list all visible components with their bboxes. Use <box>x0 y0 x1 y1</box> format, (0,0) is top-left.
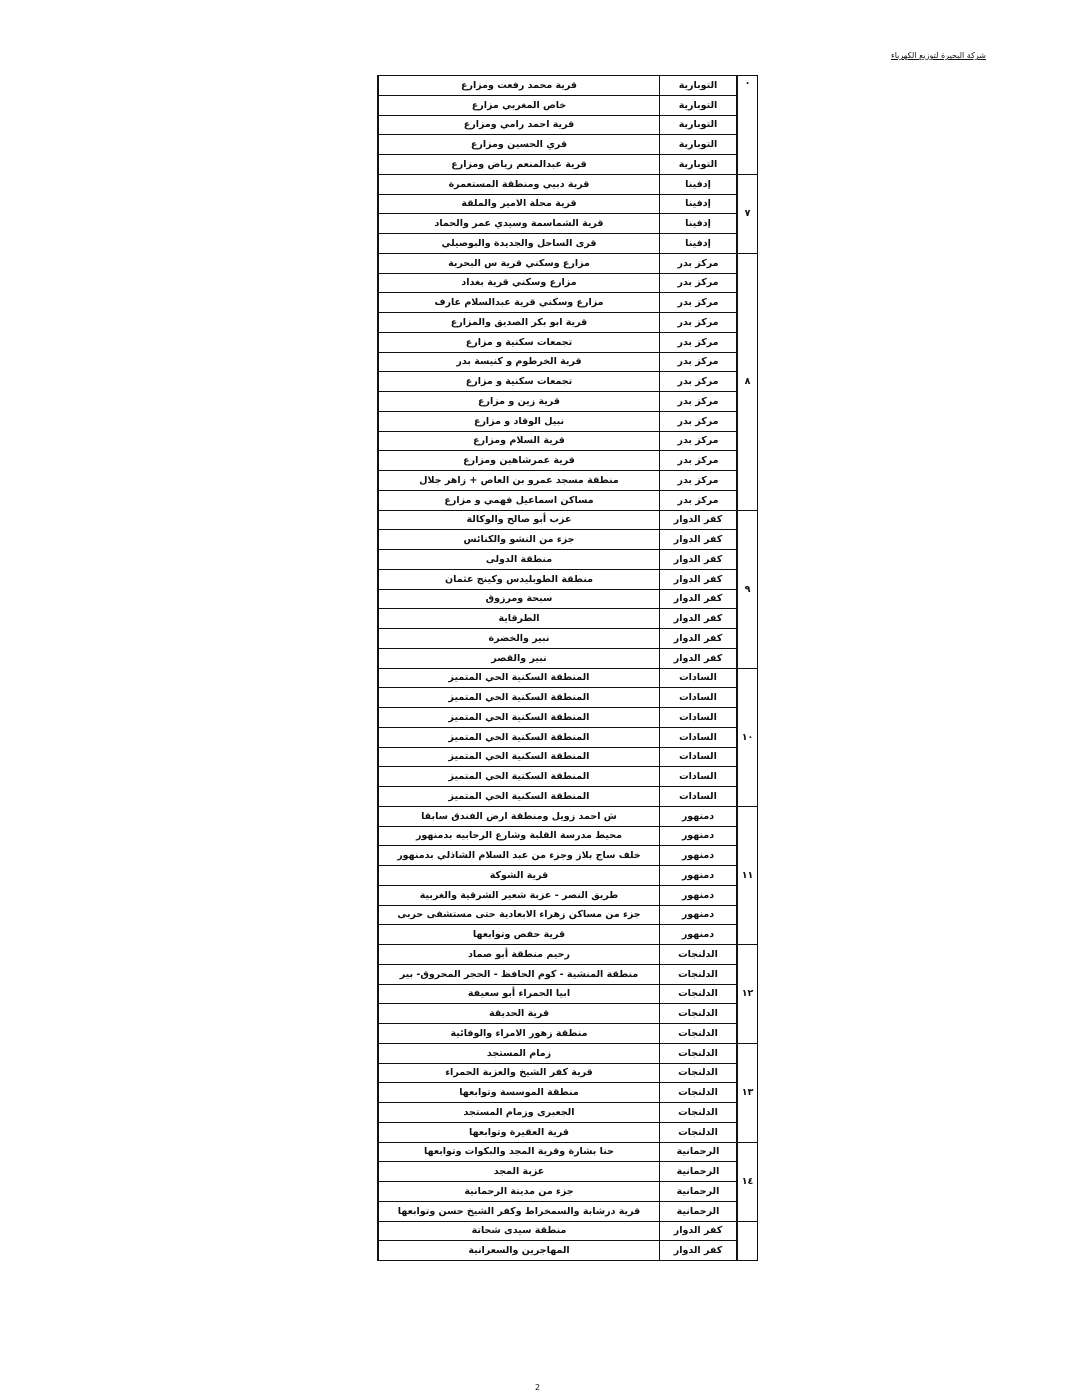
group-number: ١١ <box>737 806 758 944</box>
district-cell: الرحمانية <box>660 1162 738 1182</box>
table-row <box>378 1142 758 1162</box>
area-cell: المنطقة السكنية الحي المتميز <box>378 708 660 728</box>
table-row <box>378 866 758 886</box>
table-row <box>378 945 758 965</box>
area-cell: قرية الخرطوم و كنيسة بدر <box>378 352 660 372</box>
district-cell: الدلنجات <box>660 1103 738 1123</box>
district-cell: دمنهور <box>660 905 738 925</box>
area-cell: تجمعات سكنية و مزارع <box>378 372 660 392</box>
area-cell: قرية محمد رفعت ومزارع <box>378 76 660 96</box>
area-cell: قرية العقيرة وتوابعها <box>378 1122 660 1142</box>
table-row <box>378 708 758 728</box>
table-row <box>378 1122 758 1142</box>
area-cell: سبحة ومرزوق <box>378 589 660 609</box>
district-cell: كفر الدوار <box>660 1241 738 1261</box>
table-row <box>378 648 758 668</box>
district-cell: السادات <box>660 787 738 807</box>
table-row <box>378 550 758 570</box>
group-number <box>737 1221 758 1261</box>
table-row <box>378 234 758 254</box>
table-row <box>378 767 758 787</box>
table-row <box>378 846 758 866</box>
district-cell: الدلنجات <box>660 1063 738 1083</box>
table-row <box>378 1221 758 1241</box>
area-cell: المنطقة السكنية الحي المتميز <box>378 767 660 787</box>
area-cell: محيط مدرسة القلبة وشارع الرحابيه بدمنهور <box>378 826 660 846</box>
district-cell: مركز بدر <box>660 490 738 510</box>
table-row <box>378 194 758 214</box>
area-cell: منطقة مسجد عمرو بن العاص + زاهر جلال <box>378 471 660 491</box>
district-cell: إدفينا <box>660 174 738 194</box>
table-row <box>378 313 758 333</box>
table-row <box>378 174 758 194</box>
area-cell: قرية كفر الشيخ والعزبة الحمراء <box>378 1063 660 1083</box>
district-cell: كفر الدوار <box>660 569 738 589</box>
page-number: 2 <box>535 1383 541 1392</box>
table-row <box>378 984 758 1004</box>
area-cell: الجعبرى وزمام المستجد <box>378 1103 660 1123</box>
district-cell: الرحمانية <box>660 1142 738 1162</box>
table-row <box>378 787 758 807</box>
area-cell: جزء من مدينة الرحمانية <box>378 1182 660 1202</box>
table-row <box>378 629 758 649</box>
area-cell: خاص المغربي مزارع <box>378 95 660 115</box>
area-cell: الطرقاية <box>378 609 660 629</box>
district-cell: إدفينا <box>660 214 738 234</box>
district-cell: مركز بدر <box>660 471 738 491</box>
table-row <box>378 925 758 945</box>
area-cell: عزبة المجد <box>378 1162 660 1182</box>
table-row <box>378 135 758 155</box>
district-cell: مركز بدر <box>660 293 738 313</box>
district-cell: التوبارية <box>660 135 738 155</box>
district-cell: مركز بدر <box>660 313 738 333</box>
district-cell: إدفينا <box>660 234 738 254</box>
area-cell: منطقة سيدى شحاتة <box>378 1221 660 1241</box>
area-cell: قرية ابو بكر الصديق والمزارع <box>378 313 660 333</box>
district-cell: الدلنجات <box>660 1043 738 1063</box>
district-cell: التوبارية <box>660 76 738 96</box>
group-number: ١٠ <box>737 668 758 806</box>
district-cell: التوبارية <box>660 155 738 175</box>
area-cell: المنطقة السكنية الحي المتميز <box>378 747 660 767</box>
table-row <box>378 727 758 747</box>
table-row <box>378 806 758 826</box>
district-cell: الدلنجات <box>660 964 738 984</box>
district-cell: كفر الدوار <box>660 629 738 649</box>
group-number: . <box>737 76 758 175</box>
table-row <box>378 490 758 510</box>
area-cell: مساكن اسماعيل فهمي و مزارع <box>378 490 660 510</box>
group-number: ٧ <box>737 174 758 253</box>
table-row <box>378 273 758 293</box>
table-row <box>378 332 758 352</box>
table-row <box>378 964 758 984</box>
table-row <box>378 885 758 905</box>
table-row <box>378 1004 758 1024</box>
area-cell: منطقة زهور الامراء والوفائية <box>378 1024 660 1044</box>
table-row <box>378 905 758 925</box>
table-row <box>378 76 758 96</box>
table-row <box>378 1043 758 1063</box>
table-row <box>378 1083 758 1103</box>
table-row <box>378 253 758 273</box>
table-row <box>378 569 758 589</box>
district-cell: الرحمانية <box>660 1182 738 1202</box>
area-cell: حنا بشارة وقرية المجد والبكوات وتوابعها <box>378 1142 660 1162</box>
district-cell: الدلنجات <box>660 984 738 1004</box>
district-cell: إدفينا <box>660 194 738 214</box>
table-row <box>378 1241 758 1261</box>
area-cell: مزارع وسكني قرية بغداد <box>378 273 660 293</box>
group-number: ٨ <box>737 253 758 510</box>
area-cell: قرية الشماسمة وسيدي عمر والحماد <box>378 214 660 234</box>
area-cell: قرية السلام ومزارع <box>378 431 660 451</box>
district-cell: دمنهور <box>660 806 738 826</box>
area-cell: خلف ساج بلاز وجزء من عبد السلام الشاذلي بدمنهور <box>378 846 660 866</box>
table-row <box>378 115 758 135</box>
district-cell: دمنهور <box>660 866 738 886</box>
table-row <box>378 1162 758 1182</box>
table-row <box>378 1024 758 1044</box>
table-row <box>378 411 758 431</box>
district-cell: مركز بدر <box>660 352 738 372</box>
area-cell: عزب أبو صالح والوكالة <box>378 510 660 530</box>
area-cell: قرية الحديقة <box>378 1004 660 1024</box>
district-cell: الدلنجات <box>660 1122 738 1142</box>
area-cell: قري الحسين ومزارع <box>378 135 660 155</box>
district-cell: كفر الدوار <box>660 1221 738 1241</box>
area-cell: جزء من النشو والكنائس <box>378 530 660 550</box>
district-cell: السادات <box>660 668 738 688</box>
district-cell: مركز بدر <box>660 392 738 412</box>
area-cell: المنطقة السكنية الحي المتميز <box>378 727 660 747</box>
table-row <box>378 510 758 530</box>
table-row <box>378 451 758 471</box>
company-header: شركة البحيرة لتوزيع الكهرباء <box>890 51 986 60</box>
area-cell: منطقة الموسسة وتوابعها <box>378 1083 660 1103</box>
table-row <box>378 471 758 491</box>
table-row <box>378 826 758 846</box>
area-cell: المنطقة السكنية الحي المتميز <box>378 688 660 708</box>
table-row <box>378 609 758 629</box>
table-row <box>378 392 758 412</box>
district-cell: الدلنجات <box>660 1004 738 1024</box>
area-cell: قرى الساحل والجديدة والبوصيلي <box>378 234 660 254</box>
district-cell: مركز بدر <box>660 273 738 293</box>
area-cell: منطقة الطوبليدس وكينج عثمان <box>378 569 660 589</box>
area-cell: قرية حفص وتوابعها <box>378 925 660 945</box>
area-cell: قرية دبيي ومنطقة المستعمرة <box>378 174 660 194</box>
table-row <box>378 1103 758 1123</box>
district-cell: دمنهور <box>660 925 738 945</box>
district-cell: السادات <box>660 727 738 747</box>
district-cell: كفر الدوار <box>660 589 738 609</box>
area-cell: قرية درشابة والسمخراط وكفر الشيخ حسن وتوابعها <box>378 1201 660 1221</box>
table-row <box>378 431 758 451</box>
group-number: ١٣ <box>737 1043 758 1142</box>
district-cell: مركز بدر <box>660 253 738 273</box>
district-cell: الرحمانية <box>660 1201 738 1221</box>
table-row <box>378 293 758 313</box>
area-cell: قرية عمرشاهين ومزارع <box>378 451 660 471</box>
table-row <box>378 1063 758 1083</box>
district-cell: مركز بدر <box>660 372 738 392</box>
area-cell: المهاجرين والسعرانية <box>378 1241 660 1261</box>
area-cell: قرية الشوكة <box>378 866 660 886</box>
area-cell: تجمعات سكنية و مزارع <box>378 332 660 352</box>
district-cell: التوبارية <box>660 95 738 115</box>
group-number: ١٤ <box>737 1142 758 1221</box>
area-cell: جزء من مساكن زهراء الابعادية حتى مستشفى حربى <box>378 905 660 925</box>
area-cell: مزارع وسكني قرية عبدالسلام عارف <box>378 293 660 313</box>
table-row <box>378 214 758 234</box>
table-row <box>378 1182 758 1202</box>
area-cell: قرية زين و مزارع <box>378 392 660 412</box>
area-cell: نبير والخضرة <box>378 629 660 649</box>
table-row <box>378 155 758 175</box>
district-cell: كفر الدوار <box>660 510 738 530</box>
area-cell: ش احمد زويل ومنطقة ارض الفندق سابقا <box>378 806 660 826</box>
table-row <box>378 668 758 688</box>
district-cell: مركز بدر <box>660 411 738 431</box>
district-cell: كفر الدوار <box>660 609 738 629</box>
group-number: ١٢ <box>737 945 758 1044</box>
area-cell: مزارع وسكني قرية س البحرية <box>378 253 660 273</box>
area-cell: ابيا الحمراء أبو سعيفة <box>378 984 660 1004</box>
table-row <box>378 95 758 115</box>
table-row <box>378 352 758 372</box>
table-row <box>378 747 758 767</box>
district-cell: التوبارية <box>660 115 738 135</box>
district-cell: مركز بدر <box>660 332 738 352</box>
area-cell: رحيم منطقة أبو صماد <box>378 945 660 965</box>
area-cell: منطقة المنشية - كوم الحافظ - الحجر المحروق- بير <box>378 964 660 984</box>
outage-areas-table <box>377 75 758 1261</box>
area-cell: قرية عبدالمنعم رياض ومزارع <box>378 155 660 175</box>
table-row <box>378 688 758 708</box>
table-row <box>378 530 758 550</box>
table-row <box>378 1201 758 1221</box>
district-cell: الدلنجات <box>660 1024 738 1044</box>
area-cell: قرية محلة الامير والملقة <box>378 194 660 214</box>
table-row <box>378 372 758 392</box>
district-cell: السادات <box>660 708 738 728</box>
district-cell: مركز بدر <box>660 451 738 471</box>
district-cell: كفر الدوار <box>660 550 738 570</box>
district-cell: السادات <box>660 767 738 787</box>
district-cell: دمنهور <box>660 826 738 846</box>
area-cell: طريق النصر - عزبة شعير الشرقية والغربية <box>378 885 660 905</box>
table-row <box>378 589 758 609</box>
area-cell: المنطقة السكنية الحي المتميز <box>378 787 660 807</box>
district-cell: الدلنجات <box>660 945 738 965</box>
district-cell: السادات <box>660 747 738 767</box>
district-cell: كفر الدوار <box>660 648 738 668</box>
area-cell: نبير والقصر <box>378 648 660 668</box>
district-cell: دمنهور <box>660 846 738 866</box>
district-cell: كفر الدوار <box>660 530 738 550</box>
area-cell: قرية احمد رامي ومزارع <box>378 115 660 135</box>
area-cell: المنطقة السكنية الحي المتميز <box>378 668 660 688</box>
district-cell: مركز بدر <box>660 431 738 451</box>
group-number: ٩ <box>737 510 758 668</box>
area-cell: نبيل الوقاد و مزارع <box>378 411 660 431</box>
district-cell: الدلنجات <box>660 1083 738 1103</box>
district-cell: دمنهور <box>660 885 738 905</box>
district-cell: السادات <box>660 688 738 708</box>
area-cell: زمام المستجد <box>378 1043 660 1063</box>
area-cell: منطقة الدولى <box>378 550 660 570</box>
